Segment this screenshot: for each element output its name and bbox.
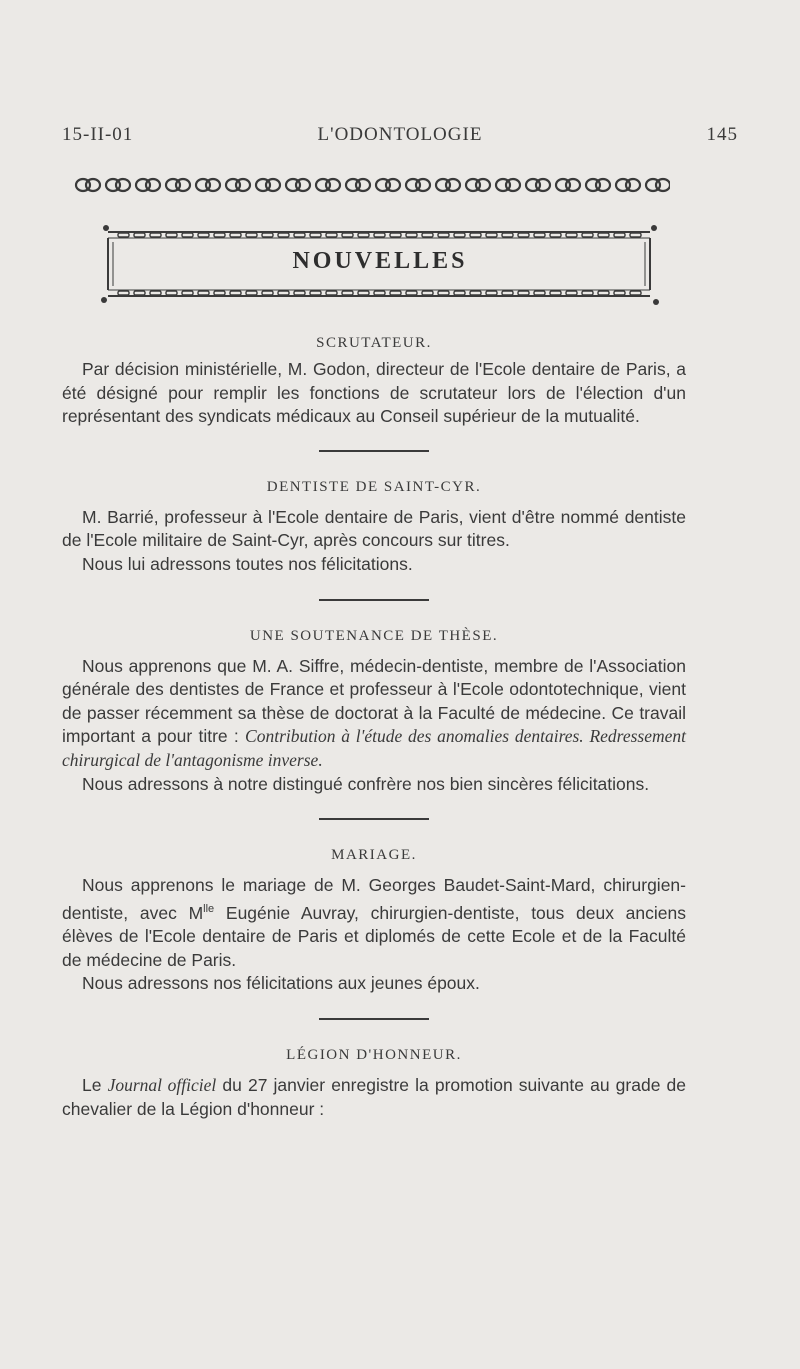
running-head — [62, 124, 738, 152]
chain-link-icon — [496, 179, 520, 191]
section-divider — [319, 599, 429, 601]
paragraph: Nous lui adressons toutes nos félicitations. — [82, 553, 413, 574]
chain-link-icon — [586, 179, 610, 191]
paragraph — [62, 874, 686, 972]
chain-link-icon — [166, 179, 190, 191]
paragraph-text: Eugénie Auvray, chirurgien-dentiste, tous deux anciens élèves de l'Ecole dentaire de Paris et diplomés de cette Ecole et de la Faculté de médecine de Paris. — [62, 902, 686, 970]
section-title-scrutateur: SCRUTATEUR. — [316, 335, 432, 351]
chain-link-icon — [466, 179, 490, 191]
paragraph-text: Nous apprenons que M. A. Siffre, médecin-dentiste, membre de l'Association générale des dentistes de France et professeur à l'Ecole odontotechnique, vient de passer récemment sa thèse de doctorat à la Faculté de médecine. Ce travail important a pour titre : — [62, 655, 686, 747]
chain-link-icon — [406, 179, 430, 191]
chain-link-icon — [286, 179, 310, 191]
chain-link-icon — [436, 179, 460, 191]
chain-link-icon — [616, 179, 640, 191]
page-number: 145 — [706, 124, 738, 145]
superscript: lle — [203, 902, 215, 915]
banner-title: NOUVELLES — [292, 248, 468, 274]
paragraph: Nous adressons nos félicitations aux jeunes époux. — [82, 973, 480, 994]
paragraph: Nous adressons à notre distingué confrère nos bien sincères félicitations. — [82, 773, 650, 794]
section-divider — [319, 818, 429, 820]
paragraph-text: du 27 janvier enregistre la promotion suivante au grade de chevalier de la Légion d'honneur : — [62, 1074, 687, 1119]
chain-link-icon — [556, 179, 580, 191]
chain-link-icon — [226, 179, 250, 191]
article-body — [62, 332, 686, 1121]
section-divider — [319, 1018, 429, 1020]
section-title-mariage: MARIAGE. — [331, 847, 417, 864]
paragraph-text: Nous apprenons le mariage de M. Georges Baudet-Saint-Mard, chirurgien-dentiste, avec M — [62, 875, 686, 923]
chain-link-icon — [346, 179, 370, 191]
paragraph: Par décision ministérielle, M. Godon, directeur de l'Ecole dentaire de Paris, a été désigné pour remplir les fonctions de scrutateur lors de l'élection d'un représentant des syndicats médicaux au Conseil supérieur de la mutualité. — [62, 359, 686, 427]
chain-link-icon — [136, 179, 160, 191]
chain-link-icon — [256, 179, 280, 191]
section-divider — [319, 450, 429, 452]
journal-name: Journal officiel — [107, 1074, 217, 1095]
chain-link-icon — [106, 179, 130, 191]
nouvelles-banner — [100, 218, 660, 310]
section-title-legion: LÉGION D'HONNEUR. — [286, 1046, 462, 1063]
journal-title: L'ODONTOLOGIE — [317, 124, 483, 145]
paragraph: M. Barrié, professeur à l'Ecole dentaire de Paris, vient d'être nommé dentiste de l'Ecole militaire de Saint-Cyr, après concours sur titres. — [62, 506, 686, 551]
chain-link-icon — [646, 179, 670, 191]
paragraph-text: Le — [82, 1074, 108, 1095]
chain-link-icon — [376, 179, 400, 191]
section-title-saint-cyr: DENTISTE DE SAINT-CYR. — [266, 478, 482, 495]
chain-link-icon — [526, 179, 550, 191]
chain-link-icon — [196, 179, 220, 191]
thesis-title: Contribution à l'étude des anomalies dentaires. Redressement chirurgical de l'antagonisme inverse. — [62, 726, 686, 770]
issue-date: 15-II-01 — [62, 124, 134, 145]
chain-ornament-row — [74, 176, 670, 194]
paragraph — [62, 1074, 686, 1121]
section-title-these: UNE SOUTENANCE DE THÈSE. — [249, 627, 499, 644]
paragraph — [62, 655, 686, 773]
chain-link-icon — [316, 179, 340, 191]
chain-link-icon — [76, 179, 100, 191]
